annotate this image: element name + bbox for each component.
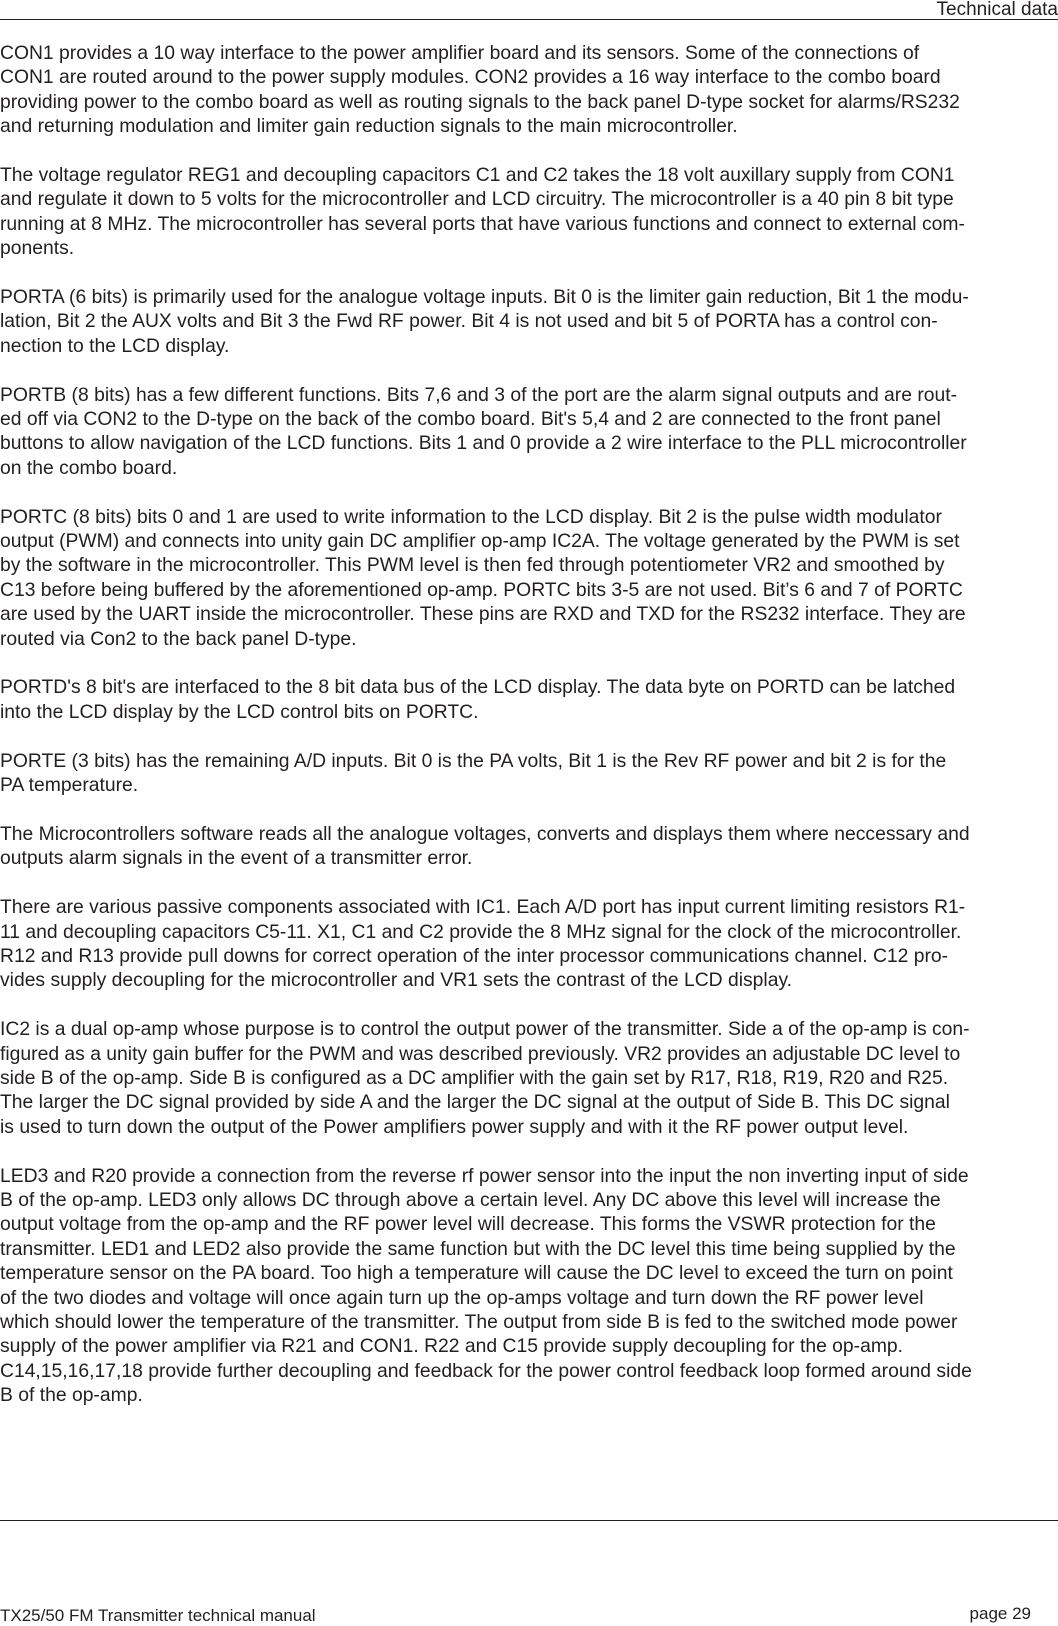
paragraph-line: CON1 provides a 10 way interface to the power amplifier board and its sensors. Some of the connections of [0, 42, 920, 64]
body-paragraph [0, 895, 1058, 993]
paragraph-line: CON1 are routed around to the power supply modules. CON2 provides a 16 way interface to the combo board [0, 66, 941, 89]
paragraph-line: B of the op-amp. [0, 1384, 143, 1407]
paragraph-line: vides supply decoupling for the microcontroller and VR1 sets the contrast of the LCD display. [0, 969, 793, 992]
paragraph-line: which should lower the temperature of the transmitter. The output from side B is fed to the switched mode power [0, 1310, 958, 1333]
paragraph-line: ed off via CON2 to the D-type on the back of the combo board. Bit's 5,4 and 2 are connected to the front panel [0, 408, 941, 431]
body-paragraph [0, 1017, 1058, 1139]
body-paragraph [0, 41, 1058, 139]
paragraph-line: R12 and R13 provide pull downs for correct operation of the inter processor communications channel. C12 pro- [0, 944, 949, 967]
body-paragraph [0, 285, 1058, 358]
paragraph-line: output (PWM) and connects into unity gain DC amplifier op-amp IC2A. The voltage generated by the PWM is set [0, 530, 960, 553]
paragraph-line: supply of the power amplifier via R21 and CON1. R22 and C15 provide supply decoupling for the op-amp. [0, 1335, 904, 1358]
header-rule [0, 19, 1058, 20]
paragraph-line: outputs alarm signals in the event of a transmitter error. [0, 847, 473, 870]
footer-manual-title: TX25/50 FM Transmitter technical manual [0, 1606, 316, 1625]
paragraph-line: side B of the op-amp. Side B is configured as a DC amplifier with the gain set by R17, R18, R19, R20 and R25. [0, 1066, 949, 1089]
paragraph-line: transmitter. LED1 and LED2 also provide the same function but with the DC level this time being supplied by the [0, 1237, 956, 1260]
body-paragraph [0, 822, 1058, 871]
paragraph-line: 11 and decoupling capacitors C5-11. X1, C1 and C2 provide the 8 MHz signal for the clock of the microcontroller. [0, 920, 962, 943]
paragraph-line: running at 8 MHz. The microcontroller has several ports that have various functions and connect to external com- [0, 212, 965, 235]
paragraph-line: providing power to the combo board as well as routing signals to the back panel D-type socket for alarms/RS232 [0, 90, 960, 113]
paragraph-line: of the two diodes and voltage will once again turn up the op-amps voltage and turn down the RF power level [0, 1286, 924, 1309]
body-paragraph [0, 675, 1058, 724]
paragraph-line: and returning modulation and limiter gain reduction signals to the main microcontroller. [0, 115, 738, 138]
paragraph-line: There are various passive components associated with IC1. Each A/D port has input current limiting resistors R1- [0, 896, 966, 919]
paragraph-line: PORTE (3 bits) has the remaining A/D inputs. Bit 0 is the PA volts, Bit 1 is the Rev RF power and bit 2 is for the [0, 749, 947, 772]
paragraph-line: by the software in the microcontroller. This PWM level is then fed through potentiometer VR2 and smoothed by [0, 554, 945, 577]
paragraph-line: PORTB (8 bits) has a few different functions. Bits 7,6 and 3 of the port are the alarm signal outputs and are rout- [0, 383, 958, 406]
paragraph-line: B of the op-amp. LED3 only allows DC through above a certain level. Any DC above this level will increase the [0, 1188, 941, 1211]
paragraph-line: figured as a unity gain buffer for the PWM and was described previously. VR2 provides an adjustable DC level to [0, 1042, 961, 1065]
paragraph-line: temperature sensor on the PA board. Too high a temperature will cause the DC level to exceed the turn on point [0, 1262, 953, 1285]
paragraph-line: into the LCD display by the LCD control bits on PORTC. [0, 700, 479, 723]
paragraph-line: ponents. [0, 237, 75, 260]
paragraph-line: IC2 is a dual op-amp whose purpose is to control the output power of the transmitter. Side a of the op-amp is con- [0, 1018, 970, 1041]
paragraph-line: on the combo board. [0, 456, 178, 479]
paragraph-line: PORTD's 8 bit's are interfaced to the 8 bit data bus of the LCD display. The data byte on PORTD can be latched [0, 676, 956, 699]
footer-page-number: page 29 [969, 1604, 1031, 1623]
paragraph-line: PA temperature. [0, 774, 139, 797]
document-body [0, 41, 1058, 1432]
paragraph-line: The Microcontrollers software reads all the analogue voltages, converts and displays them where neccessary and [0, 822, 970, 845]
paragraph-line: lation, Bit 2 the AUX volts and Bit 3 the Fwd RF power. Bit 4 is not used and bit 5 of PORTA has a control con- [0, 310, 938, 333]
paragraph-line: PORTA (6 bits) is primarily used for the analogue voltage inputs. Bit 0 is the limiter gain reduction, Bit 1 the modu- [0, 286, 969, 309]
paragraph-line: C13 before being buffered by the aforementioned op-amp. PORTC bits 3-5 are not used. Bit’s 6 and 7 of PORTC [0, 578, 963, 601]
footer-rule [0, 1520, 1058, 1521]
page-header-title: Technical data [936, 0, 1058, 20]
paragraph-line: The larger the DC signal provided by side A and the larger the DC signal at the output of Side B. This DC signal [0, 1091, 950, 1114]
paragraph-line: is used to turn down the output of the Power amplifiers power supply and with it the RF power output level. [0, 1115, 909, 1138]
body-paragraph [0, 383, 1058, 481]
paragraph-line: The voltage regulator REG1 and decoupling capacitors C1 and C2 takes the 18 volt auxillary supply from CON1 [0, 164, 955, 187]
body-paragraph [0, 163, 1058, 261]
paragraph-line: and regulate it down to 5 volts for the microcontroller and LCD circuitry. The microcontroller is a 40 pin 8 bit type [0, 188, 954, 211]
paragraph-line: buttons to allow navigation of the LCD functions. Bits 1 and 0 provide a 2 wire interface to the PLL microcontroller [0, 432, 967, 455]
paragraph-line: routed via Con2 to the back panel D-type. [0, 627, 357, 650]
paragraph-line: C14,15,16,17,18 provide further decoupling and feedback for the power control feedback loop formed around side [0, 1359, 972, 1382]
body-paragraph [0, 505, 1058, 651]
paragraph-line: are used by the UART inside the microcontroller. These pins are RXD and TXD for the RS232 interface. They are [0, 603, 966, 626]
body-paragraph [0, 1164, 1058, 1408]
paragraph-line: LED3 and R20 provide a connection from the reverse rf power sensor into the input the non inverting input of side [0, 1164, 969, 1187]
paragraph-line: nection to the LCD display. [0, 334, 230, 357]
paragraph-line: PORTC (8 bits) bits 0 and 1 are used to write information to the LCD display. Bit 2 is the pulse width modulator [0, 505, 942, 528]
body-paragraph [0, 749, 1058, 798]
paragraph-line: output voltage from the op-amp and the RF power level will decrease. This forms the VSWR protection for the [0, 1213, 936, 1236]
